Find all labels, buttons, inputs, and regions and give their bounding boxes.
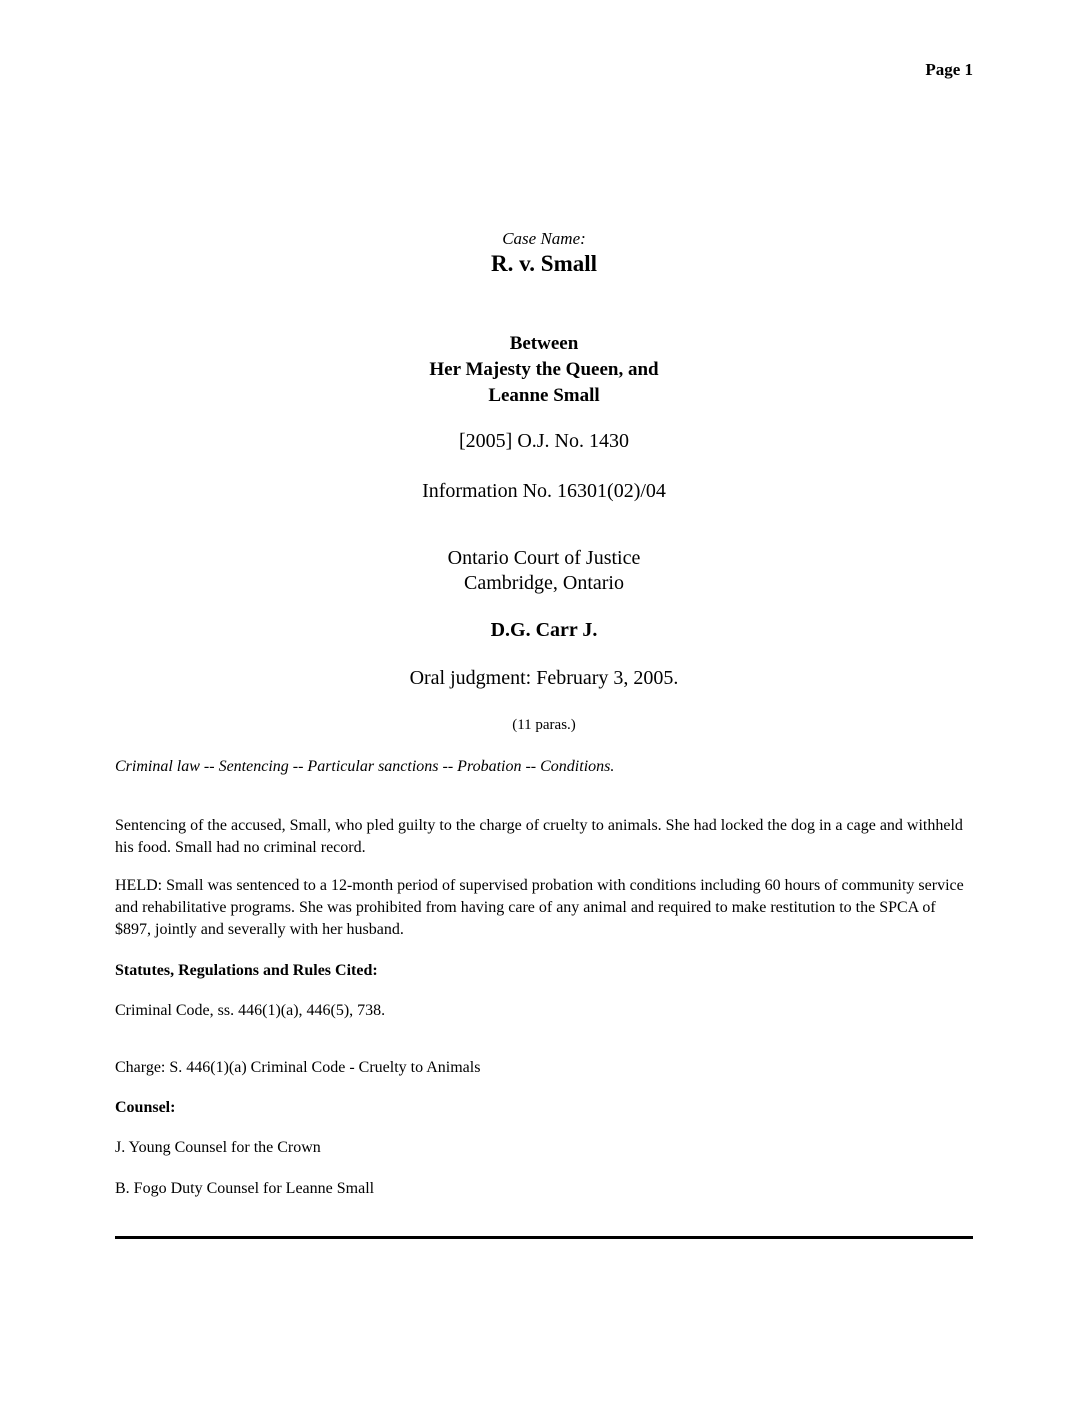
- court-name: Ontario Court of Justice: [447, 547, 641, 569]
- between-label: Between: [509, 333, 579, 354]
- counsel-heading: Counsel:: [115, 1099, 176, 1116]
- charge-line: Charge: S. 446(1)(a) Criminal Code - Cruelty to Animals: [115, 1059, 481, 1076]
- held-paragraph: HELD: Small was sentenced to a 12-month period of supervised probation with conditions including 60 hours of community service and rehabilitative programs. She was prohibited from having care of any animal and required to make restitution to the SPCA of $897, jointly and severally with her husband.: [115, 877, 964, 938]
- horizontal-rule: [115, 1236, 973, 1239]
- information-number: Information No. 16301(02)/04: [422, 480, 666, 502]
- statutes-heading: Statutes, Regulations and Rules Cited:: [115, 962, 378, 979]
- citation: [2005] O.J. No. 1430: [459, 430, 629, 452]
- judgment-date: Oral judgment: February 3, 2005.: [409, 667, 679, 689]
- paragraph-count: (11 paras.): [512, 717, 576, 733]
- catchwords: Criminal law -- Sentencing -- Particular sanctions -- Probation -- Conditions.: [115, 758, 615, 775]
- case-title: R. v. Small: [490, 251, 598, 276]
- court-block: [0, 546, 1088, 596]
- judge-name: D.G. Carr J.: [490, 619, 598, 641]
- counsel-crown: J. Young Counsel for the Crown: [115, 1139, 321, 1156]
- parties-block: [0, 331, 1088, 409]
- case-summary: Sentencing of the accused, Small, who pled guilty to the charge of cruelty to animals. She had locked the dog in a cage and withheld his food. Small had no criminal record.: [115, 817, 963, 856]
- page-number: Page 1: [925, 60, 973, 79]
- party-accused: Leanne Small: [488, 385, 600, 406]
- party-crown: Her Majesty the Queen, and: [429, 359, 659, 380]
- statutes-cited: Criminal Code, ss. 446(1)(a), 446(5), 738.: [115, 1002, 386, 1019]
- counsel-defence: B. Fogo Duty Counsel for Leanne Small: [115, 1180, 375, 1197]
- court-location: Cambridge, Ontario: [464, 572, 624, 594]
- case-name-label: Case Name:: [502, 229, 586, 248]
